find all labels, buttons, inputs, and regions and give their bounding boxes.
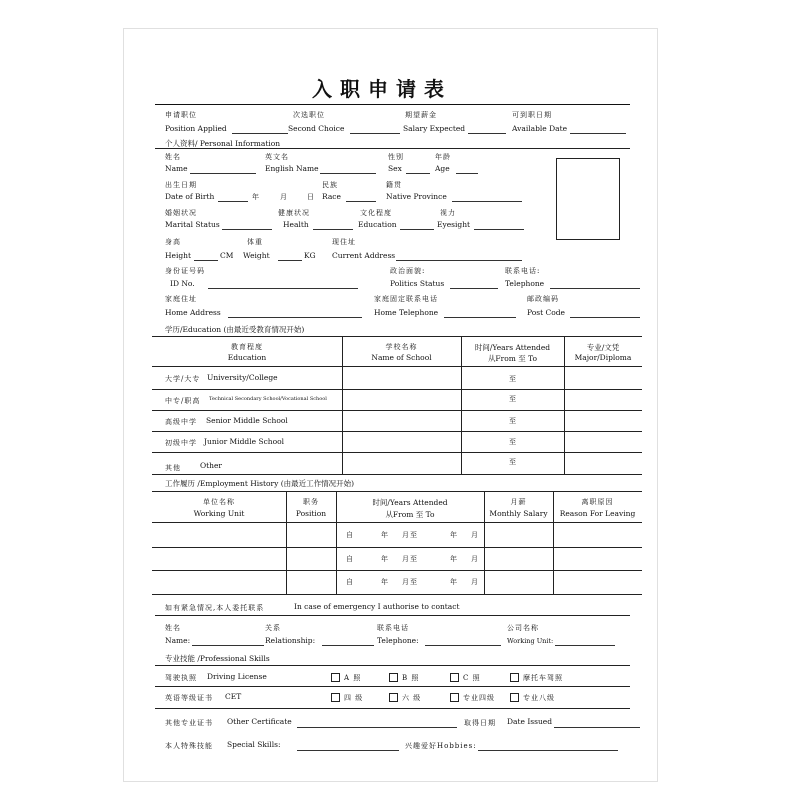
emg-name-zh: 姓名	[165, 624, 181, 632]
kg-unit: KG	[304, 251, 316, 260]
other-cert-label: Other Certificate	[227, 717, 292, 726]
english-zh: 英文名	[265, 153, 289, 161]
hometel-label: Home Telephone	[374, 308, 439, 317]
driving-b-checkbox[interactable]	[389, 673, 398, 682]
form-title: 入职申请表	[312, 77, 452, 101]
post-label: Post Code	[527, 308, 565, 317]
date-issued-label: Date Issued	[507, 717, 553, 726]
edu-row-en: Junior Middle School	[204, 437, 285, 446]
marital-label: Marital Status	[165, 220, 220, 229]
english-label: English Name	[265, 164, 319, 173]
emp-row-from: 自	[346, 555, 354, 563]
emp-row-year: 年	[381, 555, 389, 563]
applied-input[interactable]	[232, 133, 288, 134]
edu-row-en: Senior Middle School	[206, 416, 288, 425]
cet-4-checkbox[interactable]	[331, 693, 340, 702]
driving-a-checkbox[interactable]	[331, 673, 340, 682]
race-label: Race	[322, 192, 341, 201]
other-cert-input[interactable]	[297, 727, 457, 728]
address-zh: 现住址	[332, 238, 356, 246]
cet-6-label: 六 级	[402, 694, 422, 702]
edu-row-zh: 中专/职高	[165, 397, 201, 405]
hometel-zh: 家庭固定联系电话	[374, 295, 438, 303]
emergency-zh: 如有紧急情况,本人委托联系	[165, 604, 265, 612]
emg-name-label: Name:	[165, 636, 191, 645]
dob-year-input[interactable]	[218, 201, 248, 202]
address-input[interactable]	[396, 260, 522, 261]
race-input[interactable]	[346, 201, 376, 202]
table-border	[152, 547, 642, 548]
emg-rel-label: Relationship:	[265, 636, 316, 645]
salary-input[interactable]	[468, 133, 506, 134]
emp-row-monthto: 月至	[402, 578, 418, 586]
post-input[interactable]	[570, 317, 640, 318]
second-zh: 次选职位	[293, 111, 325, 119]
table-border	[152, 431, 642, 432]
politics-zh: 政治面貌:	[390, 267, 426, 275]
weight-zh: 体重	[247, 238, 263, 246]
edu-col4-en: Major/Diploma	[574, 353, 632, 362]
edu-row-en: University/College	[207, 373, 278, 382]
dob-month: 月	[280, 193, 288, 201]
edu-row-zh: 高级中学	[165, 418, 197, 426]
emp-col4-en: Monthly Salary	[489, 509, 548, 518]
table-border	[152, 389, 642, 390]
edu-row-zh: 其他	[165, 464, 181, 472]
home-zh: 家庭住址	[165, 295, 197, 303]
emg-tel-input[interactable]	[425, 645, 501, 646]
hobbies-input[interactable]	[478, 750, 618, 751]
salary-zh: 期望薪金	[405, 111, 437, 119]
table-border	[152, 491, 642, 492]
emp-row-monthto: 月至	[402, 555, 418, 563]
available-zh: 可到职日期	[512, 111, 552, 119]
driving-b-label: B 照	[402, 674, 420, 682]
emp-col3-en: 从From 至 To	[385, 510, 435, 519]
emg-tel-label: Telephone:	[377, 636, 419, 645]
skills-header: 专业技能 /Professional Skills	[165, 654, 270, 663]
eyesight-zh: 视力	[440, 209, 456, 217]
education-zh: 文化程度	[360, 209, 392, 217]
edu-col1-en: Education	[227, 353, 267, 362]
table-border	[152, 570, 642, 571]
edu-row-to: 至	[509, 395, 517, 403]
edu-col2-zh: 学校名称	[385, 343, 418, 351]
emp-col1-en: Working Unit	[193, 509, 245, 518]
id-label: ID No.	[170, 279, 195, 288]
edu-col4-zh: 专业/文凭	[586, 343, 620, 352]
politics-label: Politics Status	[390, 279, 445, 288]
emp-row-year2: 年	[450, 555, 458, 563]
dob-zh: 出生日期	[165, 181, 197, 189]
name-zh: 姓名	[165, 153, 181, 161]
home-label: Home Address	[165, 308, 221, 317]
date-issued-input[interactable]	[554, 727, 640, 728]
edu-col1-zh: 教育程度	[231, 343, 263, 351]
divider	[155, 615, 630, 616]
divider	[155, 148, 630, 149]
available-label: Available Date	[512, 124, 568, 133]
personal-header: 个人资料/ Personal Information	[165, 139, 281, 148]
divider	[155, 686, 630, 687]
emp-col2-zh: 职务	[303, 498, 319, 506]
home-input[interactable]	[228, 317, 362, 318]
politics-input[interactable]	[450, 288, 498, 289]
education-header: 学历/Education (由最近受教育情况开始)	[165, 325, 305, 334]
driving-c-checkbox[interactable]	[450, 673, 459, 682]
second-input[interactable]	[350, 133, 400, 134]
height-label: Height	[165, 251, 192, 260]
driving-c-label: C 照	[463, 674, 481, 682]
table-border	[152, 366, 642, 367]
emp-row-year: 年	[381, 578, 389, 586]
other-cert-zh: 其他专业证书	[165, 719, 213, 727]
edu-col3-zh: 时间/Years Attended	[474, 343, 551, 352]
province-label: Native Province	[386, 192, 447, 201]
tel-input[interactable]	[550, 288, 640, 289]
sex-zh: 性别	[388, 153, 404, 161]
edu-col2-en: Name of School	[371, 353, 432, 362]
driving-moto-checkbox[interactable]	[510, 673, 519, 682]
emp-row-from: 自	[346, 578, 354, 586]
sex-label: Sex	[388, 164, 402, 173]
emp-row-year: 年	[381, 531, 389, 539]
driving-moto-label: 摩托车驾照	[523, 674, 563, 682]
emp-row-month: 月	[471, 555, 479, 563]
marital-input[interactable]	[222, 229, 272, 230]
applied-zh: 申请职位	[165, 111, 197, 119]
tem-8-checkbox[interactable]	[510, 693, 519, 702]
special-label: Special Skills:	[227, 740, 281, 749]
province-zh: 籍贯	[386, 181, 402, 189]
emp-col5-zh: 离职原因	[581, 498, 614, 506]
id-input[interactable]	[208, 288, 358, 289]
emp-row-year2: 年	[450, 531, 458, 539]
marital-zh: 婚姻状况	[165, 209, 197, 217]
emp-col3-zh: 时间/Years Attended	[372, 498, 448, 507]
name-label: Name	[165, 164, 188, 173]
tel-label: Telephone	[505, 279, 545, 288]
weight-input[interactable]	[278, 260, 302, 261]
eyesight-label: Eyesight	[437, 220, 471, 229]
name-input[interactable]	[190, 173, 256, 174]
education-label: Education	[358, 220, 397, 229]
health-zh: 健康状况	[278, 209, 310, 217]
health-label: Health	[283, 220, 309, 229]
table-border	[152, 474, 642, 475]
edu-row-to: 至	[509, 458, 517, 466]
cet-4-label: 四 级	[344, 694, 364, 702]
date-issued-zh: 取得日期	[464, 719, 496, 727]
applied-label: Position Applied	[165, 124, 227, 133]
emp-row-month: 月	[471, 578, 479, 586]
employment-header: 工作履历 /Employment History (由最近工作情况开始)	[165, 479, 355, 488]
sex-input[interactable]	[406, 173, 430, 174]
tel-zh: 联系电话:	[505, 267, 541, 275]
emg-company-zh: 公司名称	[507, 624, 539, 632]
emp-row-from: 自	[346, 531, 354, 539]
age-label: Age	[435, 164, 450, 173]
cet-zh: 英语等级证书	[165, 694, 213, 702]
tem-4-label: 专业四级	[463, 694, 495, 702]
health-input[interactable]	[313, 229, 353, 230]
special-zh: 本人特殊技能	[165, 742, 213, 750]
tem-4-checkbox[interactable]	[450, 693, 459, 702]
emg-tel-zh: 联系电话	[377, 624, 409, 632]
hometel-input[interactable]	[444, 317, 516, 318]
edu-row-to: 至	[509, 375, 517, 383]
cet-label: CET	[225, 692, 242, 701]
photo-box[interactable]	[556, 158, 620, 240]
divider	[155, 104, 630, 105]
emergency-en: In case of emergency I authorise to contact	[294, 602, 460, 611]
address-label: Current Address	[332, 251, 396, 260]
age-zh: 年龄	[435, 153, 451, 161]
education-input[interactable]	[400, 229, 434, 230]
emg-company-label: Working Unit:	[507, 637, 554, 645]
dob-year: 年	[252, 193, 260, 201]
dob-label: Date of Birth	[165, 192, 215, 201]
special-input[interactable]	[297, 750, 399, 751]
eyesight-input[interactable]	[474, 229, 524, 230]
emg-name-input[interactable]	[192, 645, 264, 646]
id-zh: 身份证号码	[165, 267, 205, 275]
emp-col4-zh: 月薪	[510, 498, 527, 506]
dob-day: 日	[307, 193, 315, 201]
emg-rel-input[interactable]	[322, 645, 374, 646]
salary-label: Salary Expected	[403, 124, 466, 133]
divider	[155, 665, 630, 666]
table-border	[152, 336, 642, 337]
driving-a-label: A 照	[344, 674, 362, 682]
available-input[interactable]	[570, 133, 626, 134]
emp-row-month: 月	[471, 531, 479, 539]
edu-row-to: 至	[509, 438, 517, 446]
emp-row-year2: 年	[450, 578, 458, 586]
cet-6-checkbox[interactable]	[389, 693, 398, 702]
english-input[interactable]	[320, 173, 376, 174]
emp-row-monthto: 月至	[402, 531, 418, 539]
second-label: Second Choice	[288, 124, 345, 133]
emp-col2-en: Position	[295, 509, 327, 518]
post-zh: 邮政编码	[527, 295, 559, 303]
tem-8-label: 专业八级	[523, 694, 555, 702]
emp-col5-en: Reason For Leaving	[559, 509, 636, 518]
driving-label: Driving License	[207, 672, 267, 681]
cm-unit: CM	[220, 251, 234, 260]
table-border	[152, 410, 642, 411]
emg-rel-zh: 关系	[265, 624, 281, 632]
edu-row-to: 至	[509, 417, 517, 425]
province-input[interactable]	[452, 201, 522, 202]
edu-row-zh: 初级中学	[165, 439, 197, 447]
edu-col3-en: 从From 至 To	[487, 354, 538, 363]
edu-row-en: Technical Secondary School/Vocational School	[209, 396, 327, 402]
table-border	[152, 522, 642, 523]
weight-label: Weight	[243, 251, 270, 260]
divider	[155, 708, 630, 709]
table-border	[152, 452, 642, 453]
driving-zh: 驾驶执照	[165, 674, 197, 682]
age-input[interactable]	[456, 173, 478, 174]
edu-row-zh: 大学/大专	[165, 375, 201, 383]
table-border	[152, 594, 642, 595]
edu-row-en: Other	[200, 461, 223, 470]
emg-company-input[interactable]	[555, 645, 615, 646]
emp-col1-zh: 单位名称	[203, 498, 235, 506]
height-zh: 身高	[165, 238, 181, 246]
race-zh: 民族	[322, 181, 338, 189]
height-input[interactable]	[194, 260, 218, 261]
hobbies-label: 兴趣爱好Hobbies:	[405, 742, 477, 750]
